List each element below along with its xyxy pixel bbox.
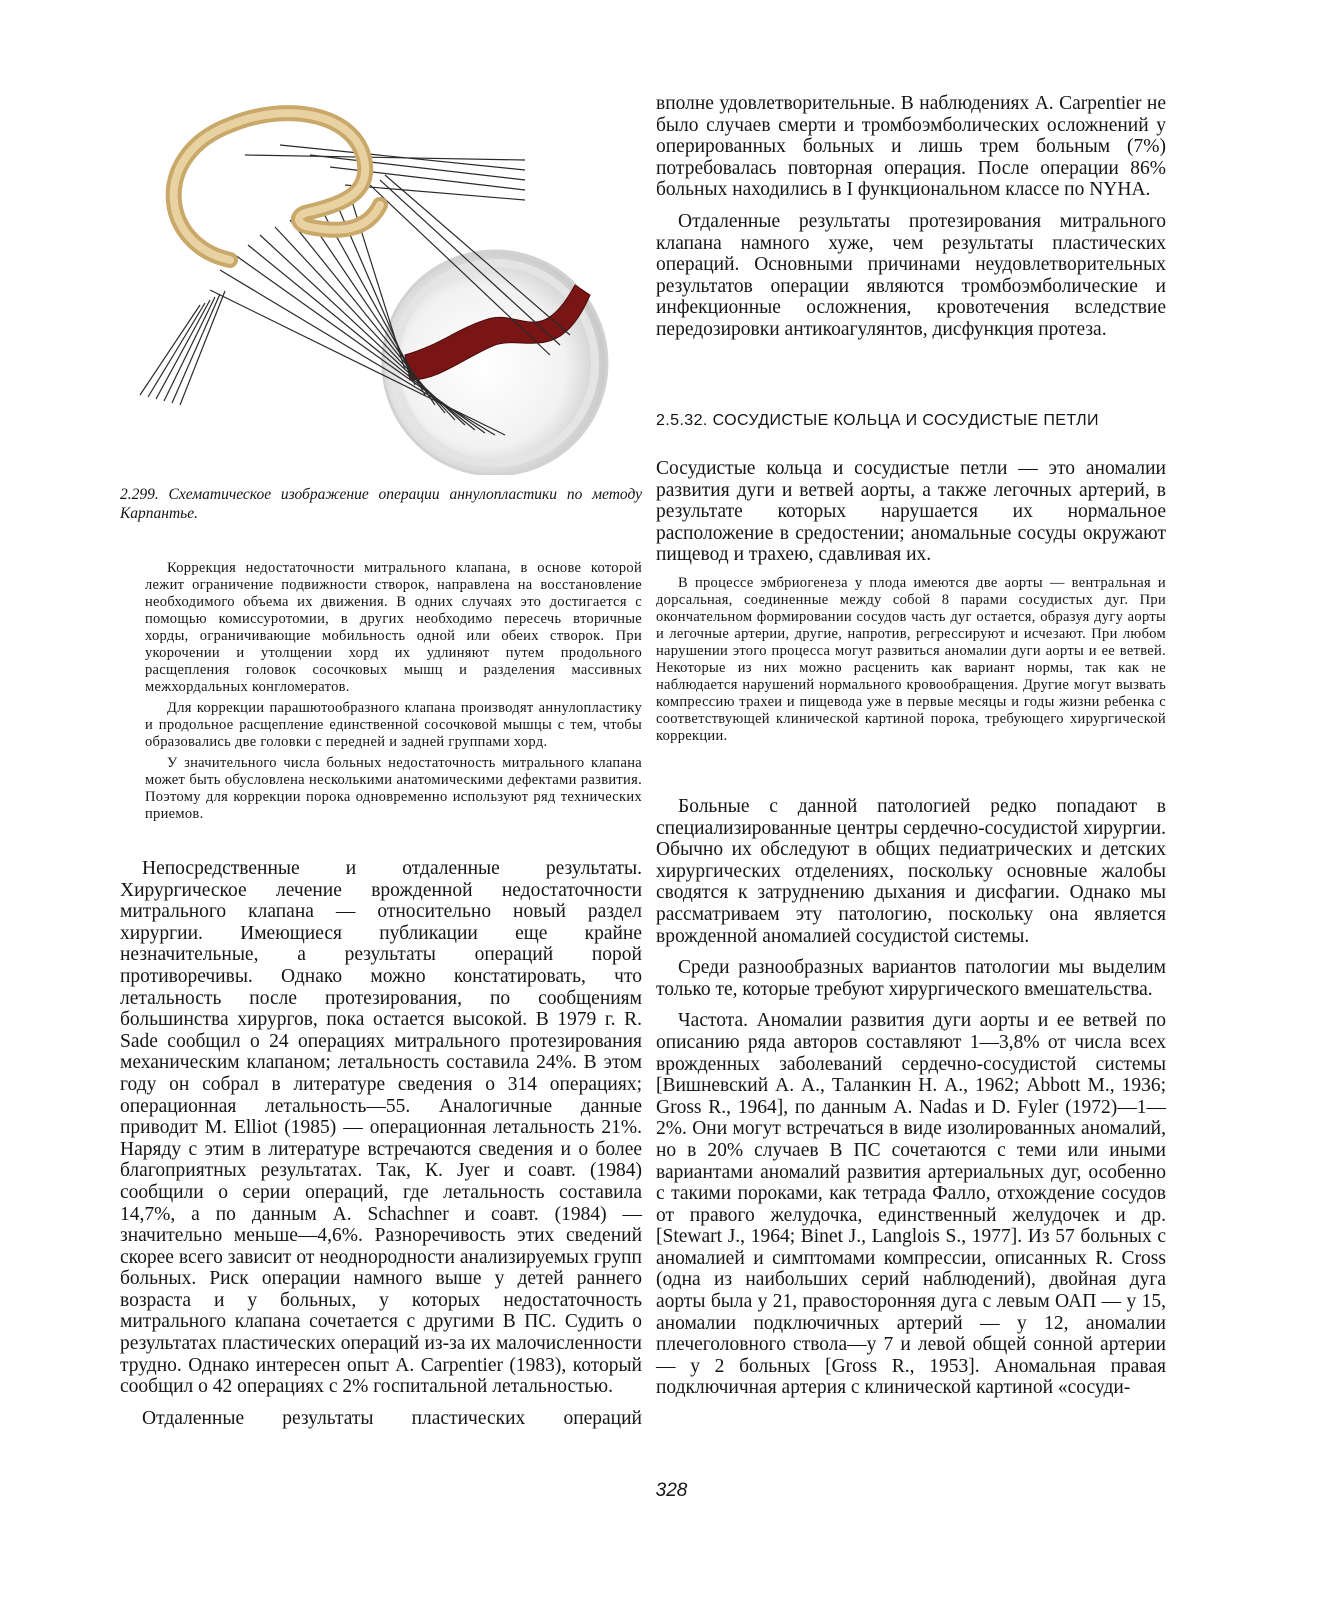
body-paragraph: Отдаленные результаты протезирования митрального клапана намного хуже, чем результаты пластических операций. Основными причинами неудовлетворительных результатов операции являются тромбоэмболические и инфекционные осложнения, кровотечения вследствие передозировки антикоагулянтов, дисфункция протеза. [656,210,1166,340]
right-column-small-text [656,575,1166,745]
body-text-block [120,858,642,1429]
body-paragraph: Непосредственные и отдаленные результаты. Хирургическое лечение врожденной недостаточности митрального клапана — относительно новый раздел хирургии. Имеющиеся публикации еще крайне незначительные, а результаты операций порой противоречивы. Однако можно констатировать, что летальность после протезирования, по сообщениям большинства хирургов, пока остается высокой. В 1979 г. R. Sade сообщил о 24 операциях митрального протезирования механическим клапаном; летальность составила 24%. В этом году он собрал в литературе сведения о 314 операциях; операционная летальность—55. Аналогичные данные приводит М. Elliot (1985) — операционная летальность 21%. Наряду с этим в литературе встречаются сведения и о более благоприятных результатах. Так, К. Jyer и соавт. (1984) сообщили о серии операций, где летальность составила 14,7%, а по данным A. Schachner и соавт. (1984) — значительно меньше—4,6%. Разноречивость этих сведений скорее всего зависит от неоднородности анализируемых групп больных. Риск операции намного выше у детей раннего возраста и у больных, у которых недостаточность митрального клапана сочетается с другими В ПС. Судить о результатах пластических операций из-за их малочисленности трудно. Однако интересен опыт A. Carpentier (1983), который сообщил о 42 операциях с 2% госпитальной летальностью. [120,858,642,1398]
right-column-intro [656,458,1166,566]
body-paragraph: Среди разнообразных вариантов патологии мы выделим только те, которые требуют хирургического вмешательства. [656,957,1166,1000]
body-paragraph: Больные с данной патологией редко попадают в специализированные центры сердечно-сосудистой хирургии. Обычно их обследуют в общих педиатрических и детских хирургических отделениях, поскольку основные жалобы сводятся к затруднению дыхания и дисфагии. Однако мы рассматриваем эту патологию, поскольку она является врожденной аномалией сосудистой системы. [656,796,1166,947]
body-text-block [656,93,1166,341]
small-paragraph: В процессе эмбриогенеза у плода имеются две аорты — вентральная и дорсальная, соединенные между собой 8 парами сосудистых дуг. При окончательном формировании сосудов часть дуг остается, образуя дугу аорты и легочные артерии, другие, напротив, регрессируют и исчезают. При любом нарушении этого процесса могут развиться аномалии дуги аорты и ее ветвей. Некоторые из них можно расценить как вариант нормы, так как не наблюдается нарушений нормального кровообращения. Другие могут вызвать компрессию трахеи и пищевода уже в первые месяцы и годы жизни ребенка с соответствующей клинической картиной порока, требующего хирургической коррекции. [656,575,1166,744]
intro-paragraph: Сосудистые кольца и сосудистые петли — это аномалии развития дуги и ветвей аорты, а также легочных артерий, в результате которых нарушается их нормальное расположение в средостении; аномальные сосуды окружают пищевод и трахею, сдавливая их. [656,458,1166,566]
right-column-top [656,93,1166,351]
body-paragraph: вполне удовлетворительные. В наблюдениях A. Carpentier не было случаев смерти и тромбоэмболических осложнений у оперированных больных и лишь трем больным (7%) потребовалась повторная операция. После операции 86% больных находились в I функциональном классе по NYHA. [656,93,1166,201]
figure-caption: 2.299. Схематическое изображение операции аннулопластики по методу Карпантье. [120,486,642,522]
annuloplasty-figure [120,95,642,475]
annuloplasty-illustration [120,95,642,475]
small-paragraph: Коррекция недостаточности митрального клапана, в основе которой лежит ограничение подвижности створок, направлена на восстановление необходимого объема их движения. В одних случаях это достигается с помощью комиссуротомии, в других необходимо пересечь вторичные хорды, ограничивающие мобильность одной или обеих створок. При укорочении и утолщении хорд их удлиняют путем продольного расщепления головок сосочковых мышц и разделения массивных межхордальных конгломератов. [145,560,642,695]
body-paragraph: Отдаленные результаты пластических операций [142,1407,642,1429]
section-heading: 2.5.32. СОСУДИСТЫЕ КОЛЬЦА И СОСУДИСТЫЕ ПЕТЛИ [656,412,1099,429]
body-paragraph: Частота. Аномалии развития дуги аорты и ее ветвей по описанию ряда авторов составляют 1—3,8% от числа всех врожденных заболеваний сердечно-сосудистой системы [Вишневский А. А., Таланкин Н. А., 1962; Abbott М., 1936; Gross R., 1964], по данным A. Nadas и D. Fyler (1972)—1—2%. Они могут встречаться в виде изолированных аномалий, но в 20% случаев В ПС сочетаются с теми или иными вариантами аномалий развития артериальных дуг, особенно с такими пороками, как тетрада Фалло, отхождение сосудов от правого желудочка, единственный желудочек и др. [Stewart J., 1964; Binet J., Langlois S., 1977]. Из 57 больных с аномалией и симптомами компрессии, описанных R. Cross (одна из наибольших серий наблюдений), двойная дуга аорты была у 21, правосторонняя дуга с левым ОАП — у 15, аномалии подключичных артерий — у 12, аномалии плечеголовного ствола—у 7 и левой общей сонной артерии — у 2 больных [Gross R., 1953]. Аномальная правая подключичная артерия с клинической картиной «сосуди- [656,1010,1166,1399]
body-text-block [656,796,1166,1399]
small-paragraph: У значительного числа больных недостаточность митрального клапана может быть обусловлена несколькими анатомическими дефектами развития. Поэтому для коррекции порока одновременно используют ряд технических приемов. [145,755,642,822]
small-paragraph: Для коррекции парашютообразного клапана производят аннулопластику и продольное расщепление единственной сосочковой мышцы с тем, чтобы образовались две головки с передней и задней группами хорд. [145,700,642,750]
small-text-block [145,560,642,823]
small-text-block [656,575,1166,745]
section-heading-wrapper [656,412,1166,430]
right-column-body [656,796,1166,1409]
page-number: 328 [655,1480,688,1501]
left-column-body [120,858,642,1439]
left-column-small-text [145,560,642,823]
